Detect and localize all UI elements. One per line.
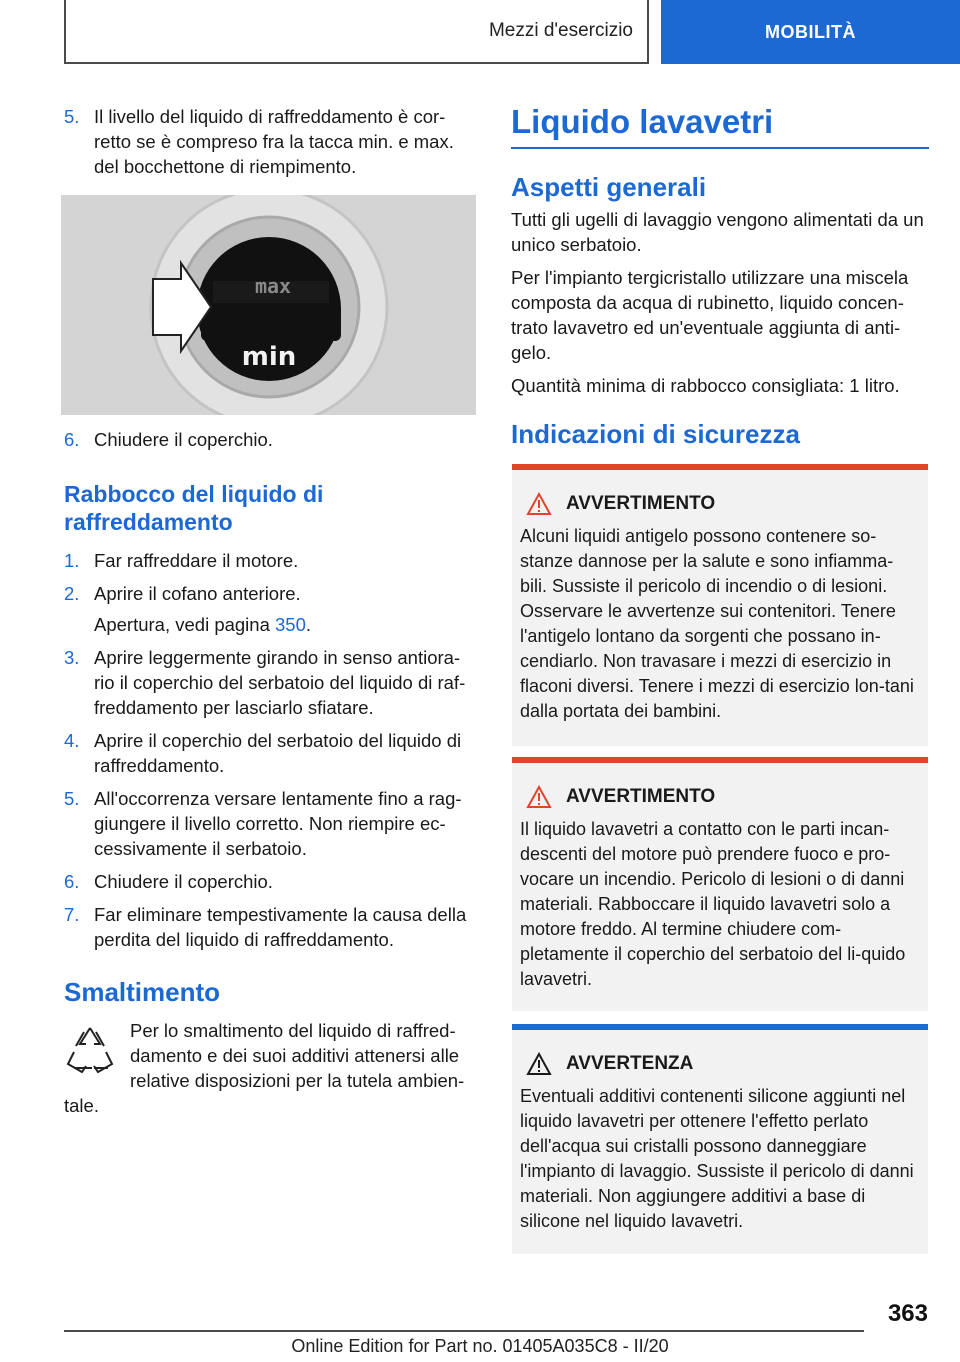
warning-title: [526, 1052, 920, 1076]
warning-title: [526, 785, 920, 809]
coolant-check-step: [64, 104, 476, 179]
notice-box-silicone: [512, 1024, 928, 1254]
step-number: 5.: [64, 106, 80, 127]
general-heading: Aspetti generali: [511, 172, 707, 202]
step-number: 1.: [64, 550, 80, 571]
refill-steps-list: [64, 548, 476, 952]
title-divider: [511, 147, 929, 149]
warning-box-fire: [512, 757, 928, 1011]
warning-triangle-icon: [526, 785, 552, 809]
page-reference-link[interactable]: 350: [275, 614, 306, 635]
list-item: [64, 728, 476, 778]
page-number: 363: [887, 1300, 928, 1327]
general-paragraph-2: Per l'impianto tergicristallo utilizzare una miscela composta da acqua di rubinetto, liquido concen-trato lavavetro ed un'eventuale aggiunta di anti-gelo.: [511, 267, 909, 363]
footer-divider: [64, 1330, 864, 1332]
warning-triangle-icon: [526, 492, 552, 516]
list-item: [64, 104, 476, 179]
left-column: [64, 427, 476, 1118]
general-paragraph-3: Quantità minima di rabbocco consigliata: 1 litro.: [511, 375, 900, 396]
header-section-title: Mezzi d'esercizio: [488, 20, 633, 41]
header-chapter-tab: [661, 0, 960, 64]
warning-text: Alcuni liquidi antigelo possono contenere so-stanze dannose per la salute e sono infiamma-bili. Sussiste il pericolo di incendio o di lesioni. Osservare le avvertenze sui contenitori. Tenere l'antigelo lontano da sorgenti che possano in-cendiarlo. Non travasare i mezzi di esercizio in flaconi diversi. Tenere i mezzi di esercizio lon-tani dalla portata dei bambini.: [520, 526, 914, 721]
step-note-prefix: Apertura, vedi pagina: [94, 614, 276, 635]
list-item: [64, 581, 476, 606]
header-section-tab: [64, 0, 649, 64]
warning-triangle-icon: [526, 1052, 552, 1076]
header-chapter-title: MOBILITÀ: [765, 21, 856, 42]
step-number: 5.: [64, 788, 80, 809]
warning-title: [526, 492, 920, 516]
step-text: Far raffreddare il motore.: [94, 550, 299, 571]
step-number: 3.: [64, 647, 80, 668]
step-number: 6.: [64, 871, 80, 892]
coolant-cap-figure: [61, 195, 476, 415]
list-item: [64, 786, 476, 861]
list-item: [64, 427, 476, 452]
warning-box-antifreeze: [512, 464, 928, 746]
step-number: 6.: [64, 429, 80, 450]
min-mark-label: min: [241, 342, 297, 372]
coolant-reservoir-illustration: [61, 195, 476, 415]
step-note: [94, 612, 476, 637]
disposal-section: [64, 1018, 476, 1118]
page-title: Liquido lavavetri: [511, 103, 774, 140]
step-text: Aprire leggermente girando in senso antiora-rio il coperchio del serbatoio del liquido di raf-freddamento per lasciarlo sfiatare.: [94, 647, 466, 718]
safety-heading: Indicazioni di sicurezza: [511, 419, 800, 449]
list-item: [64, 548, 476, 573]
list-item: [64, 902, 476, 952]
step-text: Aprire il coperchio del serbatoio del liquido di raffreddamento.: [94, 730, 462, 776]
list-item: [64, 869, 476, 894]
right-column: [511, 103, 929, 448]
refill-heading: Rabbocco del liquido di raffreddamento: [64, 481, 324, 535]
step-text: All'occorrenza versare lentamente fino a rag-giungere il livello corretto. Non riempire ec-cessivamente il serbatoio.: [94, 788, 462, 859]
step-text: Far eliminare tempestivamente la causa della perdita del liquido di raffreddamento.: [94, 904, 467, 950]
step-text: Il livello del liquido di raffreddamento è cor-retto se è compreso fra la tacca min. e max. del bocchettone di riempimento.: [94, 106, 454, 177]
step-number: 4.: [64, 730, 80, 751]
warning-text: Eventuali additivi contenenti silicone aggiunti nel liquido lavavetri per ottenere l'effetto perlato dell'acqua sui cristalli possono danneggiare l'impianto di lavaggio. Sussiste il pericolo di danni materiali. Non aggiungere additivi a base di silicone nel liquido lavavetri.: [520, 1086, 914, 1231]
max-mark-label: max: [254, 274, 292, 298]
list-item: [64, 645, 476, 720]
warning-title-text: AVVERTENZA: [566, 1053, 694, 1074]
step-number: 2.: [64, 583, 80, 604]
disposal-text: Per lo smaltimento del liquido di raffred-damento e dei suoi additivi attenersi alle relative disposizioni per la tutela ambien-tale.: [64, 1020, 465, 1116]
step-text: Chiudere il coperchio.: [94, 871, 273, 892]
warning-text: Il liquido lavavetri a contatto con le parti incan-descenti del motore può prendere fuoco e pro-vocare un incendio. Pericolo di lesioni o di danni materiali. Rabboccare il liquido lavavetri solo a motore freddo. Al termine chiudere com-pletamente il coperchio del serbatoio del li-quido lavavetri.: [520, 819, 906, 989]
warning-title-text: AVVERTIMENTO: [566, 493, 716, 514]
step-number: 7.: [64, 904, 80, 925]
general-paragraph-1: Tutti gli ugelli di lavaggio vengono alimentati da un unico serbatoio.: [511, 209, 924, 255]
step-note-suffix: .: [305, 614, 312, 635]
step-text: Aprire il cofano anteriore.: [94, 583, 301, 604]
footer-edition: Online Edition for Part no. 01405A035C8 - II/20: [291, 1336, 669, 1356]
recycling-icon: [64, 1024, 116, 1076]
step-text: Chiudere il coperchio.: [94, 429, 273, 450]
warning-title-text: AVVERTIMENTO: [566, 786, 716, 807]
disposal-heading: Smaltimento: [64, 977, 221, 1007]
